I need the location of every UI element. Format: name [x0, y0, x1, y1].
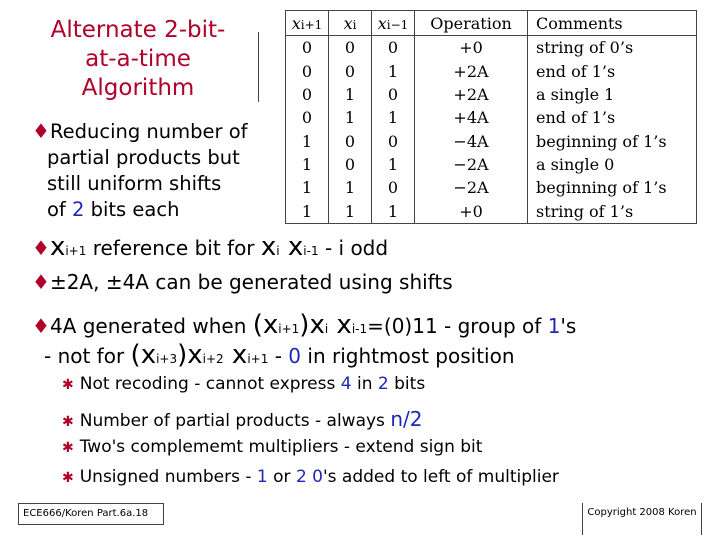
cell-xi-minus-1: 1: [372, 59, 415, 82]
bullet-4a-generated: ♦4A generated when (xi+1)xi xi-1=(0)11 - group of 1's: [32, 310, 577, 340]
table-row: [286, 153, 696, 176]
cell-xi: 1: [329, 200, 372, 223]
cell-xi: 0: [329, 129, 372, 152]
cell-xi-plus-1: 1: [286, 129, 329, 152]
star-bullet-icon: ✱: [62, 470, 74, 486]
cell-comment: string of 0’s: [536, 38, 634, 58]
cell-xi: 0: [329, 153, 372, 176]
cell-operation: +0: [415, 36, 528, 60]
bullet-reducing-partial-products: [32, 118, 287, 223]
cell-xi-plus-1: 0: [286, 106, 329, 129]
table-row: [286, 200, 696, 223]
cell-xi-minus-1: 0: [372, 176, 415, 199]
bullet-shifts: [32, 270, 453, 294]
col-header-comments: Comments: [528, 11, 697, 36]
diamond-bullet-icon: ♦: [32, 270, 50, 294]
cell-xi: 1: [329, 176, 372, 199]
sub-bullet-partial-products: ✱ Number of partial products - always n/2: [62, 407, 423, 431]
table-row: [286, 36, 696, 60]
cell-xi: 1: [329, 106, 372, 129]
cell-xi-plus-1: 0: [286, 59, 329, 82]
cell-xi-plus-1: 1: [286, 200, 329, 223]
bullet-reference-bit: ♦xi+1 reference bit for xi xi-1 - i odd: [32, 232, 389, 262]
footer-course-id: ECE666/Koren Part.6a.18: [18, 503, 164, 525]
cell-xi-minus-1: 1: [372, 153, 415, 176]
cell-xi: 1: [329, 83, 372, 106]
title-line-2: at-a-time: [18, 45, 258, 74]
table-row: [286, 83, 696, 106]
cell-comment: end of 1’s: [536, 108, 616, 128]
bullet-text-line-1: Reducing number of: [49, 120, 248, 143]
table-row: [286, 106, 696, 129]
cell-xi-minus-1: 1: [372, 200, 415, 223]
cell-xi-minus-1: 0: [372, 83, 415, 106]
cell-operation: −2A: [415, 176, 528, 199]
cell-operation: +0: [415, 200, 528, 223]
bullet-shifts-text: ±2A, ±4A can be generated using shifts: [49, 270, 453, 294]
table-header-row: [286, 11, 696, 36]
title-rule-right: [258, 32, 259, 102]
cell-xi-plus-1: 0: [286, 83, 329, 106]
diamond-bullet-icon: ♦: [32, 119, 50, 143]
title-line-3: Algorithm: [18, 74, 258, 103]
sub-bullet-not-recoding: ✱ Not recoding - cannot express 4 in 2 bits: [62, 374, 426, 394]
sub-bullet-unsigned: ✱ Unsigned numbers - 1 or 2 0's added to left of multiplier: [62, 467, 559, 487]
cell-comment: beginning of 1’s: [536, 131, 667, 151]
bullet-text-line-4: of 2 bits each: [47, 198, 180, 221]
table-row: [286, 176, 696, 199]
footer-copyright: Copyright 2008 Koren: [582, 503, 702, 523]
cell-comment: beginning of 1’s: [536, 178, 667, 198]
col-header-xi-minus-1: xi−1: [372, 11, 415, 36]
cell-xi-minus-1: 0: [372, 129, 415, 152]
cell-comment: string of 1’s: [536, 201, 634, 221]
diamond-bullet-icon: ♦: [32, 314, 50, 338]
star-bullet-icon: ✱: [62, 414, 74, 430]
table-row: [286, 129, 696, 152]
cell-comment: end of 1’s: [536, 61, 616, 81]
title-line-1: Alternate 2-bit-: [18, 16, 258, 45]
cell-xi: 0: [329, 59, 372, 82]
cell-operation: +2A: [415, 83, 528, 106]
cell-xi-minus-1: 0: [372, 36, 415, 60]
booth-recoding-table: [285, 10, 697, 224]
cell-comment: a single 0: [536, 154, 615, 174]
cell-xi-plus-1: 1: [286, 153, 329, 176]
diamond-bullet-icon: ♦: [32, 236, 50, 260]
title-box: [18, 10, 258, 102]
bullet-text-line-2: partial products but: [47, 146, 240, 169]
slide-title: [18, 16, 258, 103]
col-header-operation: Operation: [415, 11, 528, 36]
cell-xi-minus-1: 1: [372, 106, 415, 129]
cell-xi: 0: [329, 36, 372, 60]
cell-operation: −4A: [415, 129, 528, 152]
bullet-4a-line-2: - not for (xi+3)xi+2 xi+1 - 0 in rightmost position: [44, 340, 515, 370]
cell-xi-plus-1: 1: [286, 176, 329, 199]
cell-operation: +2A: [415, 59, 528, 82]
cell-operation: −2A: [415, 153, 528, 176]
table-row: [286, 59, 696, 82]
cell-operation: +4A: [415, 106, 528, 129]
star-bullet-icon: ✱: [62, 440, 74, 456]
cell-xi-plus-1: 0: [286, 36, 329, 60]
sub-bullet-twos-complement: ✱ Two's complememt multipliers - extend sign bit: [62, 437, 483, 457]
col-header-xi: xi: [329, 11, 372, 36]
bullet-text-line-3: still uniform shifts: [47, 172, 222, 195]
star-bullet-icon: ✱: [62, 377, 74, 393]
cell-comment: a single 1: [536, 84, 615, 104]
col-header-xi-plus-1: xi+1: [286, 11, 329, 36]
